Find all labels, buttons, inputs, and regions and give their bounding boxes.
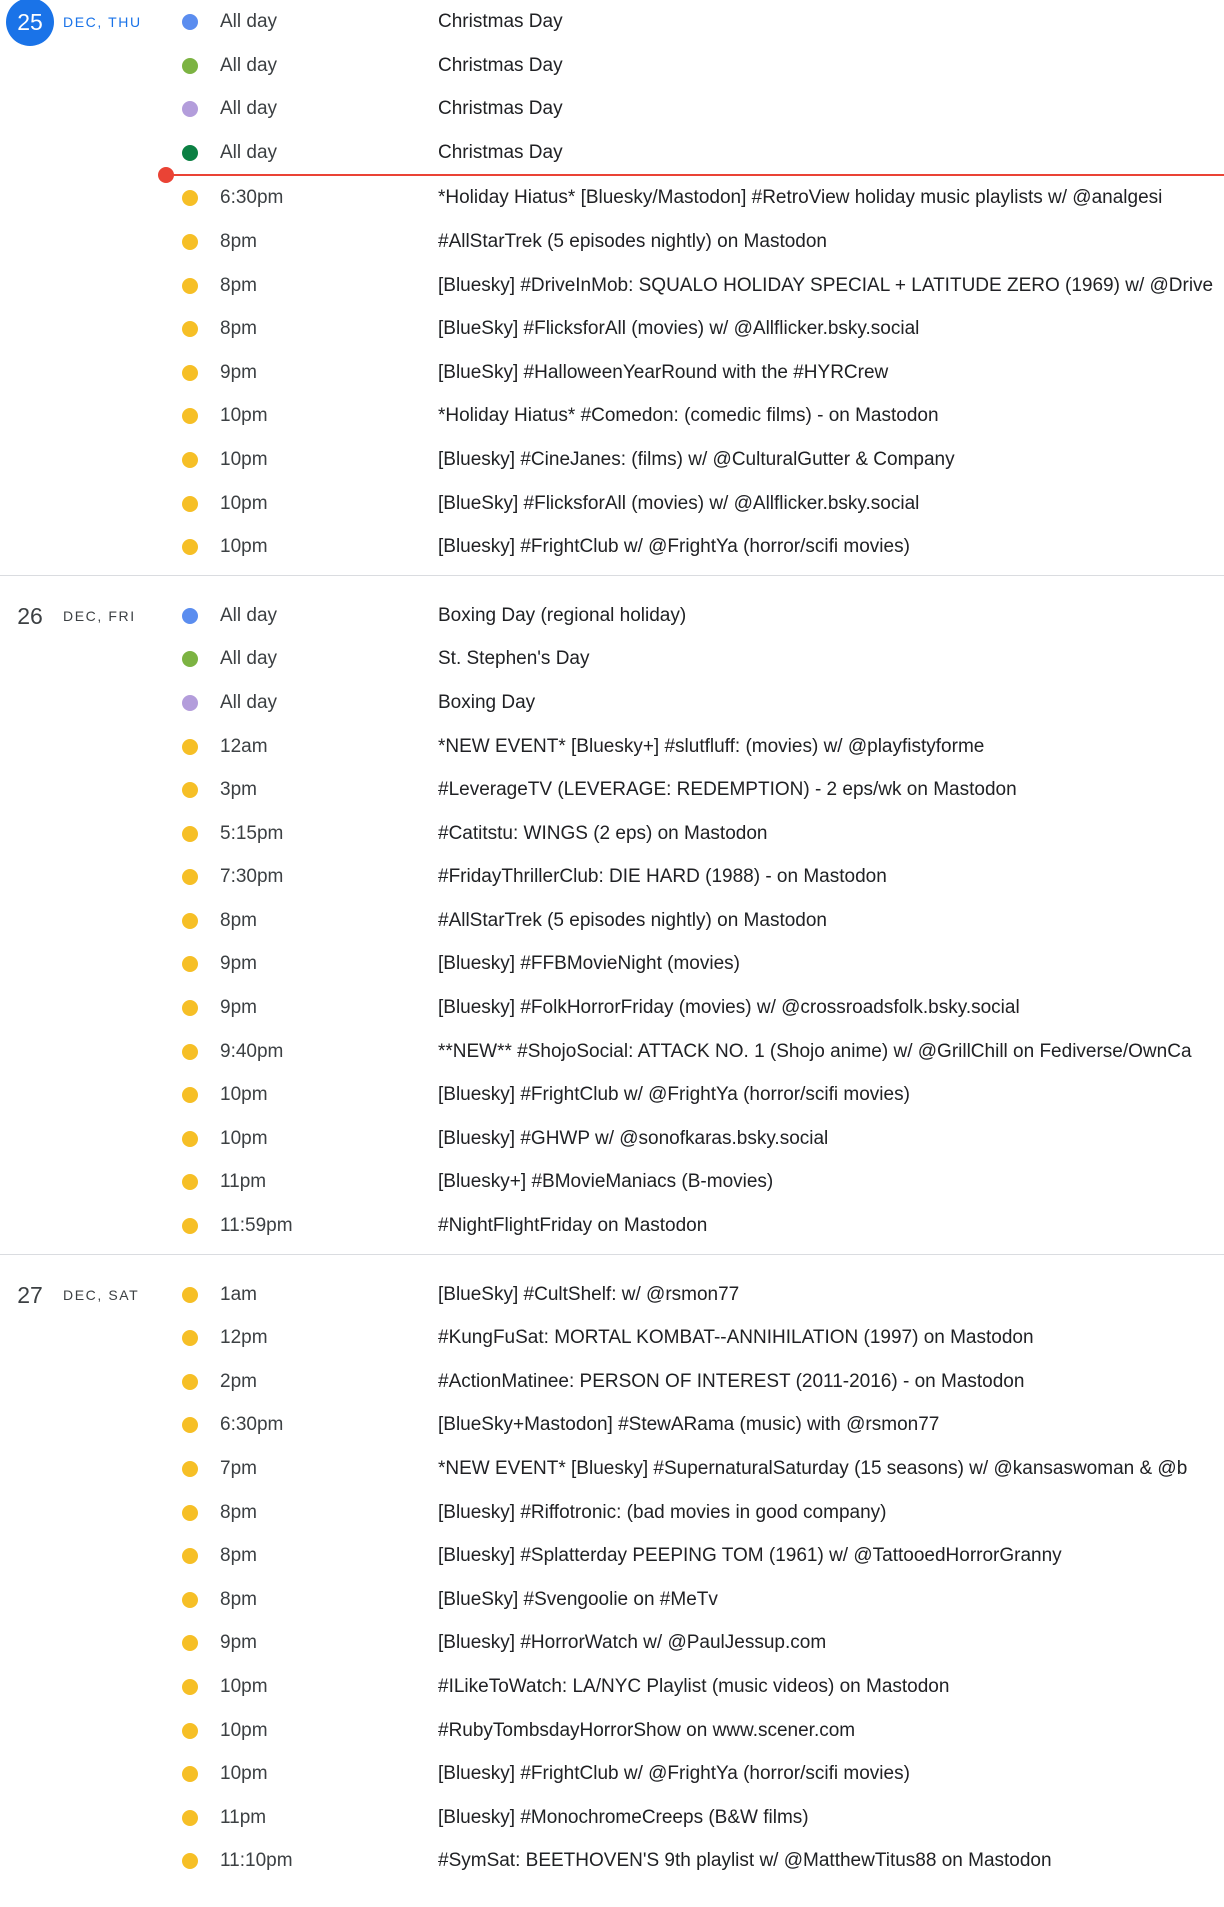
event-row[interactable] xyxy=(0,1073,1224,1117)
event-time: 8pm xyxy=(220,318,257,340)
event-row[interactable] xyxy=(0,482,1224,526)
event-time: 9pm xyxy=(220,953,257,975)
event-title: *Holiday Hiatus* #Comedon: (comedic films) - on Mastodon xyxy=(438,405,939,427)
event-row[interactable] xyxy=(0,1403,1224,1447)
event-time: 9:40pm xyxy=(220,1040,284,1062)
event-row[interactable] xyxy=(0,1534,1224,1578)
event-title: #NightFlightFriday on Mastodon xyxy=(438,1215,708,1237)
event-time: 11:59pm xyxy=(220,1215,293,1237)
event-title: [BlueSky] #FlicksforAll (movies) w/ @Allflicker.bsky.social xyxy=(438,318,920,340)
date-number[interactable]: 26 xyxy=(17,602,43,629)
event-time: 8pm xyxy=(220,1501,257,1523)
event-time: 8pm xyxy=(220,1588,257,1610)
event-time: 10pm xyxy=(220,1719,268,1741)
event-title: Christmas Day xyxy=(438,98,563,120)
event-title: Boxing Day xyxy=(438,691,536,713)
calendar-color-dot-icon xyxy=(182,58,198,74)
calendar-color-dot-icon xyxy=(182,1000,198,1016)
calendar-color-dot-icon xyxy=(182,1505,198,1521)
event-title: [Bluesky] #Splatterday PEEPING TOM (1961) w/ @TattooedHorrorGranny xyxy=(438,1545,1062,1567)
event-title: #FridayThrillerClub: DIE HARD (1988) - on Mastodon xyxy=(438,866,887,888)
event-row[interactable] xyxy=(0,1117,1224,1161)
event-title: [Bluesky] #FFBMovieNight (movies) xyxy=(438,953,740,975)
event-title: [Bluesky] #FolkHorrorFriday (movies) w/ @crossroadsfolk.bsky.social xyxy=(438,997,1020,1019)
calendar-color-dot-icon xyxy=(182,365,198,381)
event-title: [Bluesky] #GHWP w/ @sonofkaras.bsky.social xyxy=(438,1127,829,1149)
event-time: 10pm xyxy=(220,1127,268,1149)
calendar-color-dot-icon xyxy=(182,1679,198,1695)
event-row[interactable] xyxy=(0,812,1224,856)
event-row[interactable] xyxy=(0,131,1224,175)
event-row[interactable] xyxy=(0,1447,1224,1491)
event-title: [Bluesky] #Riffotronic: (bad movies in good company) xyxy=(438,1501,887,1523)
event-title: #SymSat: BEETHOVEN'S 9th playlist w/ @MatthewTitus88 on Mastodon xyxy=(438,1850,1052,1872)
calendar-color-dot-icon xyxy=(182,913,198,929)
event-row[interactable] xyxy=(0,986,1224,1030)
event-row[interactable] xyxy=(0,594,1224,638)
calendar-color-dot-icon xyxy=(182,1766,198,1782)
event-title: [BlueSky] #Svengoolie on #MeTv xyxy=(438,1588,718,1610)
calendar-color-dot-icon xyxy=(182,234,198,250)
event-time: 10pm xyxy=(220,536,268,558)
event-time: 12am xyxy=(220,735,268,757)
event-title: *NEW EVENT* [Bluesky+] #slutfluff: (movies) w/ @playfistyforme xyxy=(438,735,985,757)
event-title: [Bluesky] #MonochromeCreeps (B&W films) xyxy=(438,1806,809,1828)
event-title: [Bluesky] #DriveInMob: SQUALO HOLIDAY SPECIAL + LATITUDE ZERO (1969) w/ @Drive xyxy=(438,274,1214,296)
event-row[interactable] xyxy=(0,1752,1224,1796)
event-title: *NEW EVENT* [Bluesky] #SupernaturalSaturday (15 seasons) w/ @kansaswoman & @b xyxy=(438,1458,1188,1479)
event-time: 10pm xyxy=(220,1675,268,1697)
calendar-color-dot-icon xyxy=(182,1461,198,1477)
event-time: 3pm xyxy=(220,779,257,801)
event-row[interactable] xyxy=(0,1160,1224,1204)
event-row[interactable] xyxy=(0,1204,1224,1248)
event-row[interactable] xyxy=(0,637,1224,681)
event-time: 8pm xyxy=(220,274,257,296)
calendar-color-dot-icon xyxy=(182,190,198,206)
event-row[interactable] xyxy=(0,1273,1224,1317)
calendar-color-dot-icon xyxy=(182,14,198,30)
event-title: #RubyTombsdayHorrorShow on www.scener.com xyxy=(438,1719,856,1741)
calendar-color-dot-icon xyxy=(182,1810,198,1826)
event-row[interactable] xyxy=(0,176,1224,220)
event-time: 10pm xyxy=(220,1763,268,1785)
event-row[interactable] xyxy=(0,0,1224,44)
calendar-color-dot-icon xyxy=(182,1635,198,1651)
calendar-color-dot-icon xyxy=(182,1287,198,1303)
event-time: 10pm xyxy=(220,492,268,514)
event-time: 6:30pm xyxy=(220,187,284,209)
event-list xyxy=(0,0,1224,569)
event-row[interactable] xyxy=(0,394,1224,438)
event-title: #Catitstu: WINGS (2 eps) on Mastodon xyxy=(438,822,768,844)
event-title: Christmas Day xyxy=(438,54,563,76)
today-date-number[interactable]: 25 xyxy=(6,0,54,46)
event-row[interactable] xyxy=(0,1796,1224,1840)
event-row[interactable] xyxy=(0,351,1224,395)
event-title: [Bluesky] #CineJanes: (films) w/ @CulturalGutter & Company xyxy=(438,448,955,470)
event-row[interactable] xyxy=(0,1578,1224,1622)
calendar-color-dot-icon xyxy=(182,739,198,755)
calendar-color-dot-icon xyxy=(182,1548,198,1564)
calendar-color-dot-icon xyxy=(182,1218,198,1234)
event-title: *Holiday Hiatus* [Bluesky/Mastodon] #RetroView holiday music playlists w/ @analgesi xyxy=(438,187,1163,209)
day-label[interactable]: DEC, THU xyxy=(63,14,142,30)
calendar-color-dot-icon xyxy=(182,278,198,294)
calendar-color-dot-icon xyxy=(182,782,198,798)
event-time: All day xyxy=(220,604,278,626)
event-time: 10pm xyxy=(220,448,268,470)
event-time: 7pm xyxy=(220,1458,257,1479)
event-title: #ActionMatinee: PERSON OF INTEREST (2011-2016) - on Mastodon xyxy=(438,1370,1025,1392)
event-time: 1am xyxy=(220,1283,257,1305)
event-row[interactable] xyxy=(0,1621,1224,1665)
calendar-color-dot-icon xyxy=(182,145,198,161)
event-time: 12pm xyxy=(220,1327,268,1349)
calendar-color-dot-icon xyxy=(182,826,198,842)
event-title: [Bluesky+] #BMovieManiacs (B-movies) xyxy=(438,1171,774,1193)
event-time: 11pm xyxy=(220,1806,267,1828)
event-row[interactable] xyxy=(0,1030,1224,1074)
event-time: 9pm xyxy=(220,1632,257,1654)
event-list xyxy=(0,594,1224,1248)
event-time: 7:30pm xyxy=(220,866,284,888)
event-title: [BlueSky] #CultShelf: w/ @rsmon77 xyxy=(438,1283,740,1305)
agenda-day xyxy=(0,0,1224,576)
calendar-color-dot-icon xyxy=(182,1330,198,1346)
event-time: 5:15pm xyxy=(220,822,284,844)
calendar-color-dot-icon xyxy=(182,408,198,424)
event-row[interactable] xyxy=(0,1360,1224,1404)
event-row[interactable] xyxy=(0,44,1224,88)
event-title: [BlueSky+Mastodon] #StewARama (music) with @rsmon77 xyxy=(438,1414,940,1436)
event-row[interactable] xyxy=(0,1316,1224,1360)
event-time: All day xyxy=(220,691,278,713)
date-number[interactable]: 27 xyxy=(17,1281,43,1308)
calendar-color-dot-icon xyxy=(182,1131,198,1147)
event-row[interactable] xyxy=(0,1709,1224,1753)
event-row[interactable] xyxy=(0,855,1224,899)
event-title: [BlueSky] #FlicksforAll (movies) w/ @Allflicker.bsky.social xyxy=(438,492,920,514)
event-row[interactable] xyxy=(0,681,1224,725)
event-title: #LeverageTV (LEVERAGE: REDEMPTION) - 2 eps/wk on Mastodon xyxy=(438,779,1017,801)
event-time: All day xyxy=(220,54,278,76)
calendar-color-dot-icon xyxy=(182,1374,198,1390)
event-row[interactable] xyxy=(0,1839,1224,1883)
event-row[interactable] xyxy=(0,725,1224,769)
calendar-color-dot-icon xyxy=(182,695,198,711)
event-title: #KungFuSat: MORTAL KOMBAT--ANNIHILATION (1997) on Mastodon xyxy=(438,1327,1034,1349)
agenda-day xyxy=(0,594,1224,1255)
calendar-color-dot-icon xyxy=(182,101,198,117)
agenda-day xyxy=(0,1273,1224,1889)
event-time: 9pm xyxy=(220,997,257,1019)
day-label[interactable]: DEC, FRI xyxy=(63,607,136,624)
event-row[interactable] xyxy=(0,899,1224,943)
event-time: 11:10pm xyxy=(220,1850,293,1872)
calendar-color-dot-icon xyxy=(182,452,198,468)
event-row[interactable] xyxy=(0,307,1224,351)
event-title: Boxing Day (regional holiday) xyxy=(438,604,687,626)
calendar-color-dot-icon xyxy=(182,1723,198,1739)
calendar-color-dot-icon xyxy=(182,539,198,555)
event-time: 9pm xyxy=(220,361,257,383)
event-time: 11pm xyxy=(220,1171,267,1193)
event-title: [BlueSky] #HalloweenYearRound with the #HYRCrew xyxy=(438,361,889,383)
event-row[interactable] xyxy=(0,264,1224,308)
calendar-color-dot-icon xyxy=(182,651,198,667)
event-title: #ILikeToWatch: LA/NYC Playlist (music videos) on Mastodon xyxy=(438,1675,950,1697)
calendar-color-dot-icon xyxy=(182,1174,198,1190)
event-row[interactable] xyxy=(0,220,1224,264)
event-title: Christmas Day xyxy=(438,11,563,32)
event-time: All day xyxy=(220,11,278,32)
event-title: [Bluesky] #FrightClub w/ @FrightYa (horror/scifi movies) xyxy=(438,536,910,558)
calendar-color-dot-icon xyxy=(182,321,198,337)
event-row[interactable] xyxy=(0,87,1224,131)
calendar-color-dot-icon xyxy=(182,608,198,624)
calendar-color-dot-icon xyxy=(182,1853,198,1869)
calendar-color-dot-icon xyxy=(182,1087,198,1103)
event-time: 6:30pm xyxy=(220,1414,284,1436)
event-time: 8pm xyxy=(220,909,257,931)
event-title: [Bluesky] #FrightClub w/ @FrightYa (horror/scifi movies) xyxy=(438,1763,910,1785)
calendar-color-dot-icon xyxy=(182,1044,198,1060)
event-row[interactable] xyxy=(0,525,1224,569)
event-row[interactable] xyxy=(0,1665,1224,1709)
event-time: 8pm xyxy=(220,230,257,252)
event-row[interactable] xyxy=(0,1491,1224,1535)
event-row[interactable] xyxy=(0,438,1224,482)
event-time: 8pm xyxy=(220,1545,257,1567)
event-time: 2pm xyxy=(220,1370,257,1392)
event-title: #AllStarTrek (5 episodes nightly) on Mastodon xyxy=(438,230,827,252)
event-time: 10pm xyxy=(220,1084,268,1106)
event-title: St. Stephen's Day xyxy=(438,648,590,670)
event-time: All day xyxy=(220,141,278,163)
calendar-color-dot-icon xyxy=(182,1592,198,1608)
event-time: 10pm xyxy=(220,405,268,427)
calendar-color-dot-icon xyxy=(182,956,198,972)
event-row[interactable] xyxy=(0,942,1224,986)
event-title: [Bluesky] #HorrorWatch w/ @PaulJessup.com xyxy=(438,1632,827,1654)
day-label[interactable]: DEC, SAT xyxy=(63,1286,140,1303)
event-title: **NEW** #ShojoSocial: ATTACK NO. 1 (Shojo anime) w/ @GrillChill on Fediverse/OwnCa xyxy=(438,1040,1192,1062)
event-title: #AllStarTrek (5 episodes nightly) on Mastodon xyxy=(438,909,827,931)
event-title: Christmas Day xyxy=(438,141,563,163)
event-time: All day xyxy=(220,98,278,120)
calendar-color-dot-icon xyxy=(182,869,198,885)
event-time: All day xyxy=(220,648,278,670)
calendar-color-dot-icon xyxy=(182,1417,198,1433)
event-row[interactable] xyxy=(0,768,1224,812)
event-list xyxy=(0,1273,1224,1883)
event-title: [Bluesky] #FrightClub w/ @FrightYa (horror/scifi movies) xyxy=(438,1084,910,1106)
calendar-color-dot-icon xyxy=(182,496,198,512)
